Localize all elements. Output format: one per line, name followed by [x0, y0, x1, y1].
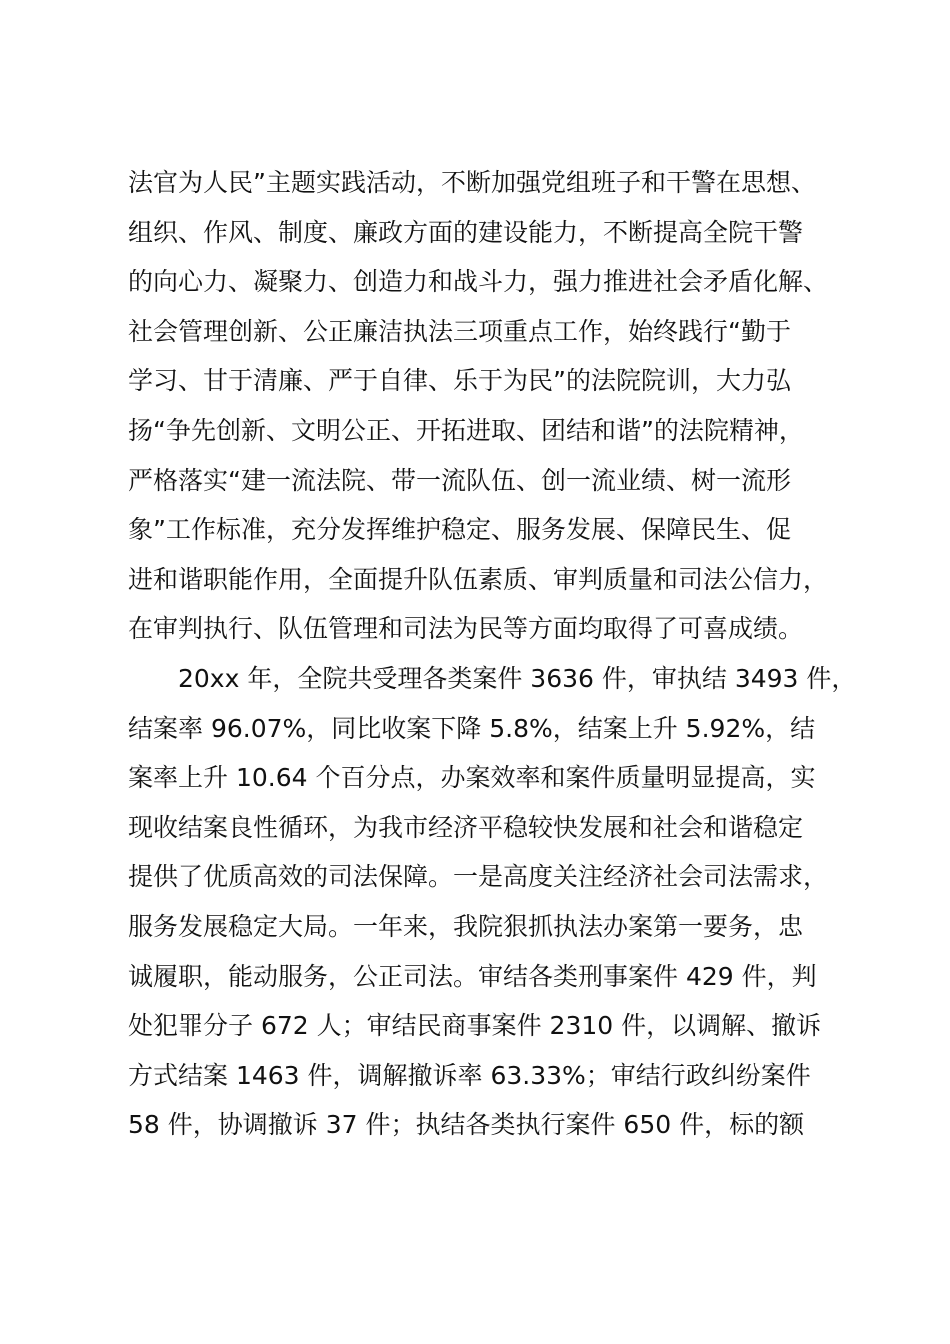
text-line: 服务发展稳定大局。一年来，我院狠抓执法办案第一要务，忠 [128, 911, 804, 941]
text-line: 象”工作标准，充分发挥维护稳定、服务发展、保障民生、促 [128, 515, 791, 545]
text-line: 进和谐职能作用，全面提升队伍素质、审判质量和司法公信力， [128, 564, 829, 594]
text-line: 的向心力、凝聚力、创造力和战斗力，强力推进社会矛盾化解、 [128, 267, 829, 297]
text-line: 现收结案良性循环，为我市经济平稳较快发展和社会和谐稳定 [128, 812, 804, 842]
text-line: 提供了优质高效的司法保障。一是高度关注经济社会司法需求， [128, 862, 829, 892]
text-line: 诚履职，能动服务，公正司法。审结各类刑事案件 429 件，判 [128, 961, 817, 991]
body-text [128, 158, 868, 1150]
text-line: 处犯罪分子 672 人；审结民商事案件 2310 件，以调解、撤诉 [128, 1011, 822, 1041]
text-line: 学习、甘于清廉、严于自律、乐于为民”的法院院训，大力弘 [128, 366, 791, 396]
text-line: 扬“争先创新、文明公正、开拓进取、团结和谐”的法院精神， [128, 415, 804, 445]
text-line: 严格落实“建一流法院、带一流队伍、创一流业绩、树一流形 [128, 465, 791, 495]
text-line: 方式结案 1463 件，调解撤诉率 63.33%；审结行政纠纷案件 [128, 1060, 811, 1090]
text-line: 法官为人民”主题实践活动，不断加强党组班子和干警在思想、 [128, 168, 816, 197]
text-line: 组织、作风、制度、廉政方面的建设能力，不断提高全院干警 [128, 217, 804, 247]
paragraph-first-line: 20xx 年，全院共受理各类案件 3636 件，审执结 3493 件， [178, 663, 857, 693]
text-line: 社会管理创新、公正廉洁执法三项重点工作，始终践行“勤于 [128, 316, 791, 346]
text-line: 在审判执行、队伍管理和司法为民等方面均取得了可喜成绩。 [128, 614, 804, 644]
text-line: 案率上升 10.64 个百分点，办案效率和案件质量明显提高，实 [128, 763, 816, 793]
text-line: 结案率 96.07%，同比收案下降 5.8%，结案上升 5.92%，结 [128, 713, 816, 743]
text-line: 58 件，协调撤诉 37 件；执结各类执行案件 650 件，标的额 [128, 1110, 805, 1140]
